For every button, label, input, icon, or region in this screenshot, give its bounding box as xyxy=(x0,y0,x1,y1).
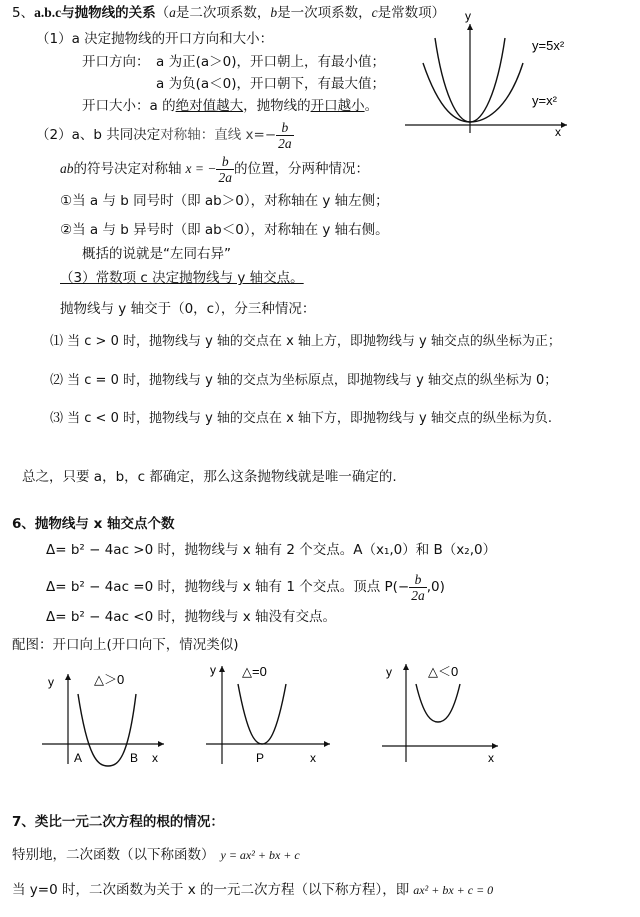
summary-left-same-right-diff: 概括的说就是“左同右异” xyxy=(82,246,231,262)
fraction-numerator: b xyxy=(216,154,234,170)
heading-c-desc: 是常数项） xyxy=(377,5,446,21)
parabola xyxy=(78,694,139,766)
y-axis-label: y xyxy=(386,665,392,679)
x-axis-label: x xyxy=(555,125,561,138)
x-axis-arrow xyxy=(324,741,330,747)
heading-b: b xyxy=(270,5,278,20)
graph-delta-positive xyxy=(36,664,176,772)
section-5-heading xyxy=(12,4,445,22)
heading-relation: 与抛物线的关系 xyxy=(61,5,156,21)
opening-smaller-text: 开口越小 xyxy=(310,98,365,114)
point-1-title: （1）a 决定抛物线的开口方向和大小： xyxy=(36,31,274,47)
x-axis-arrow xyxy=(561,122,567,128)
axis-of-symmetry-label: 对称轴：直线 x=− xyxy=(160,127,277,143)
y-axis-arrow xyxy=(219,666,225,672)
fraction-denominator: 2a xyxy=(411,587,425,603)
label-y-5x2: y=5x² xyxy=(532,38,565,53)
vertex-fraction xyxy=(409,572,427,603)
x-equals: x = − xyxy=(185,161,217,176)
opening-size-mid: ，抛物线的 xyxy=(243,98,311,114)
graph-delta-negative xyxy=(376,656,506,764)
vertex-end: ,0) xyxy=(426,579,445,595)
opening-direction-label: 开口方向： xyxy=(82,54,150,70)
point-2-title-a: （2）a、b 共同决定 xyxy=(36,127,161,143)
y-axis-arrow xyxy=(65,674,71,680)
y-axis-arrow xyxy=(403,664,409,670)
c-negative-case: ⑶ 当 c < 0 时，抛物线与 y 轴的交点在 x 轴下方，即抛物线与 y 轴交点的纵坐标为负. xyxy=(50,411,552,426)
function-def-line xyxy=(12,846,300,864)
opening-size-label: 开口大小：a 的 xyxy=(82,98,176,114)
heading-number: 5、 xyxy=(12,5,35,21)
heading-paren: （ xyxy=(155,5,170,21)
y-axis-label: y xyxy=(48,675,54,689)
point-p-label: P xyxy=(256,751,265,765)
fraction-numerator: b xyxy=(409,572,427,588)
abs-larger-text: 绝对值越大 xyxy=(175,98,244,114)
x-axis-label: x xyxy=(488,751,494,764)
parabola-width-graph xyxy=(395,8,605,138)
section-6-heading: 6、抛物线与 x 轴交点个数 xyxy=(12,516,175,532)
graph-title: △＜0 xyxy=(428,664,459,679)
point-2-title xyxy=(36,118,294,152)
x-axis-label: x xyxy=(310,751,316,765)
case-same-sign: ①当 a 与 b 同号时（即 ab＞0），对称轴在 y 轴左侧； xyxy=(60,193,389,209)
graph-delta-zero xyxy=(200,660,340,768)
y-axis-arrow xyxy=(467,24,473,30)
symmetry-fraction-2 xyxy=(216,154,234,185)
function-def-text: 特别地，二次函数（以下称函数） xyxy=(12,847,215,863)
delta-negative-line: Δ= b² − 4ac <0 时，抛物线与 x 轴没有交点。 xyxy=(46,609,337,625)
case-diff-sign: ②当 a 与 b 异号时（即 ab＜0），对称轴在 y 轴右侧。 xyxy=(60,222,389,238)
figure-caption: 配图：开口向上(开口向下，情况类似) xyxy=(12,637,239,653)
fraction-numerator: b xyxy=(276,120,294,136)
curve-x2 xyxy=(423,63,523,122)
fraction-denominator: 2a xyxy=(218,169,232,185)
equation-def-line xyxy=(12,881,493,899)
point-a-label: A xyxy=(74,751,83,765)
heading-a-desc: 是二次项系数， xyxy=(175,5,271,21)
function-formula: y = ax² + bx + c xyxy=(220,848,300,862)
ab-sign-line xyxy=(60,152,369,186)
opening-direction-negative: a 为负(a＜0)，开口朝下，有最大值； xyxy=(156,76,385,92)
label-y-x2: y=x² xyxy=(532,93,557,108)
heading-abc: a.b.c xyxy=(34,5,62,20)
conclusion: 总之，只要 a，b，c 都确定，那么这条抛物线就是唯一确定的. xyxy=(22,469,397,485)
graph-title: △=0 xyxy=(242,664,267,679)
position-text: 的位置，分两种情况： xyxy=(233,161,369,177)
equation-formula: ax² + bx + c = 0 xyxy=(413,883,494,897)
heading-b-desc: 是一次项系数， xyxy=(277,5,372,21)
y-axis-label: y xyxy=(465,9,471,23)
symmetry-fraction xyxy=(276,120,294,151)
c-positive-case: ⑴ 当 c > 0 时，抛物线与 y 轴的交点在 x 轴上方，即抛物线与 y 轴交点的纵坐标为正； xyxy=(50,334,561,349)
section-7-heading: 7、类比一元二次方程的根的情况： xyxy=(12,814,224,830)
y-axis-label: y xyxy=(210,663,216,677)
parabola xyxy=(416,684,460,722)
x-axis-arrow xyxy=(492,743,498,749)
c-zero-case: ⑵ 当 c = 0 时，抛物线与 y 轴的交点为坐标原点，即抛物线与 y 轴交点的纵坐标为 0； xyxy=(50,373,558,388)
opening-size-end: 。 xyxy=(364,98,379,114)
parabola xyxy=(238,684,286,744)
delta-zero-line xyxy=(46,570,445,604)
opening-size-line xyxy=(82,97,378,115)
x-axis-label: x xyxy=(152,751,158,765)
point-b-label: B xyxy=(130,751,139,765)
ab-sign-text: 的符号决定对称轴 xyxy=(73,161,182,177)
heading-a: a xyxy=(169,5,176,20)
graph-title: △＞0 xyxy=(94,672,125,687)
point-3-title xyxy=(60,269,304,287)
x-axis-arrow xyxy=(158,741,164,747)
delta-zero-text: Δ= b² − 4ac =0 时，抛物线与 x 轴有 1 个交点。顶点 P(− xyxy=(46,579,410,595)
point-3-title-text: （3）常数项 c 决定抛物线与 y 轴交点。 xyxy=(60,270,304,286)
ab-term: ab xyxy=(60,161,74,176)
delta-positive-line: Δ= b² − 4ac >0 时，抛物线与 x 轴有 2 个交点。A（x₁,0）和 B（x₂,0） xyxy=(46,542,497,558)
point-3-intro: 抛物线与 y 轴交于（0，c），分三种情况： xyxy=(60,301,316,317)
fraction-denominator: 2a xyxy=(278,135,292,151)
equation-def-text: 当 y=0 时，二次函数为关于 x 的一元二次方程（以下称方程），即 xyxy=(12,882,410,898)
heading-c: c xyxy=(371,5,378,20)
opening-direction-positive: a 为正(a＞0)，开口朝上，有最小值； xyxy=(156,54,385,70)
